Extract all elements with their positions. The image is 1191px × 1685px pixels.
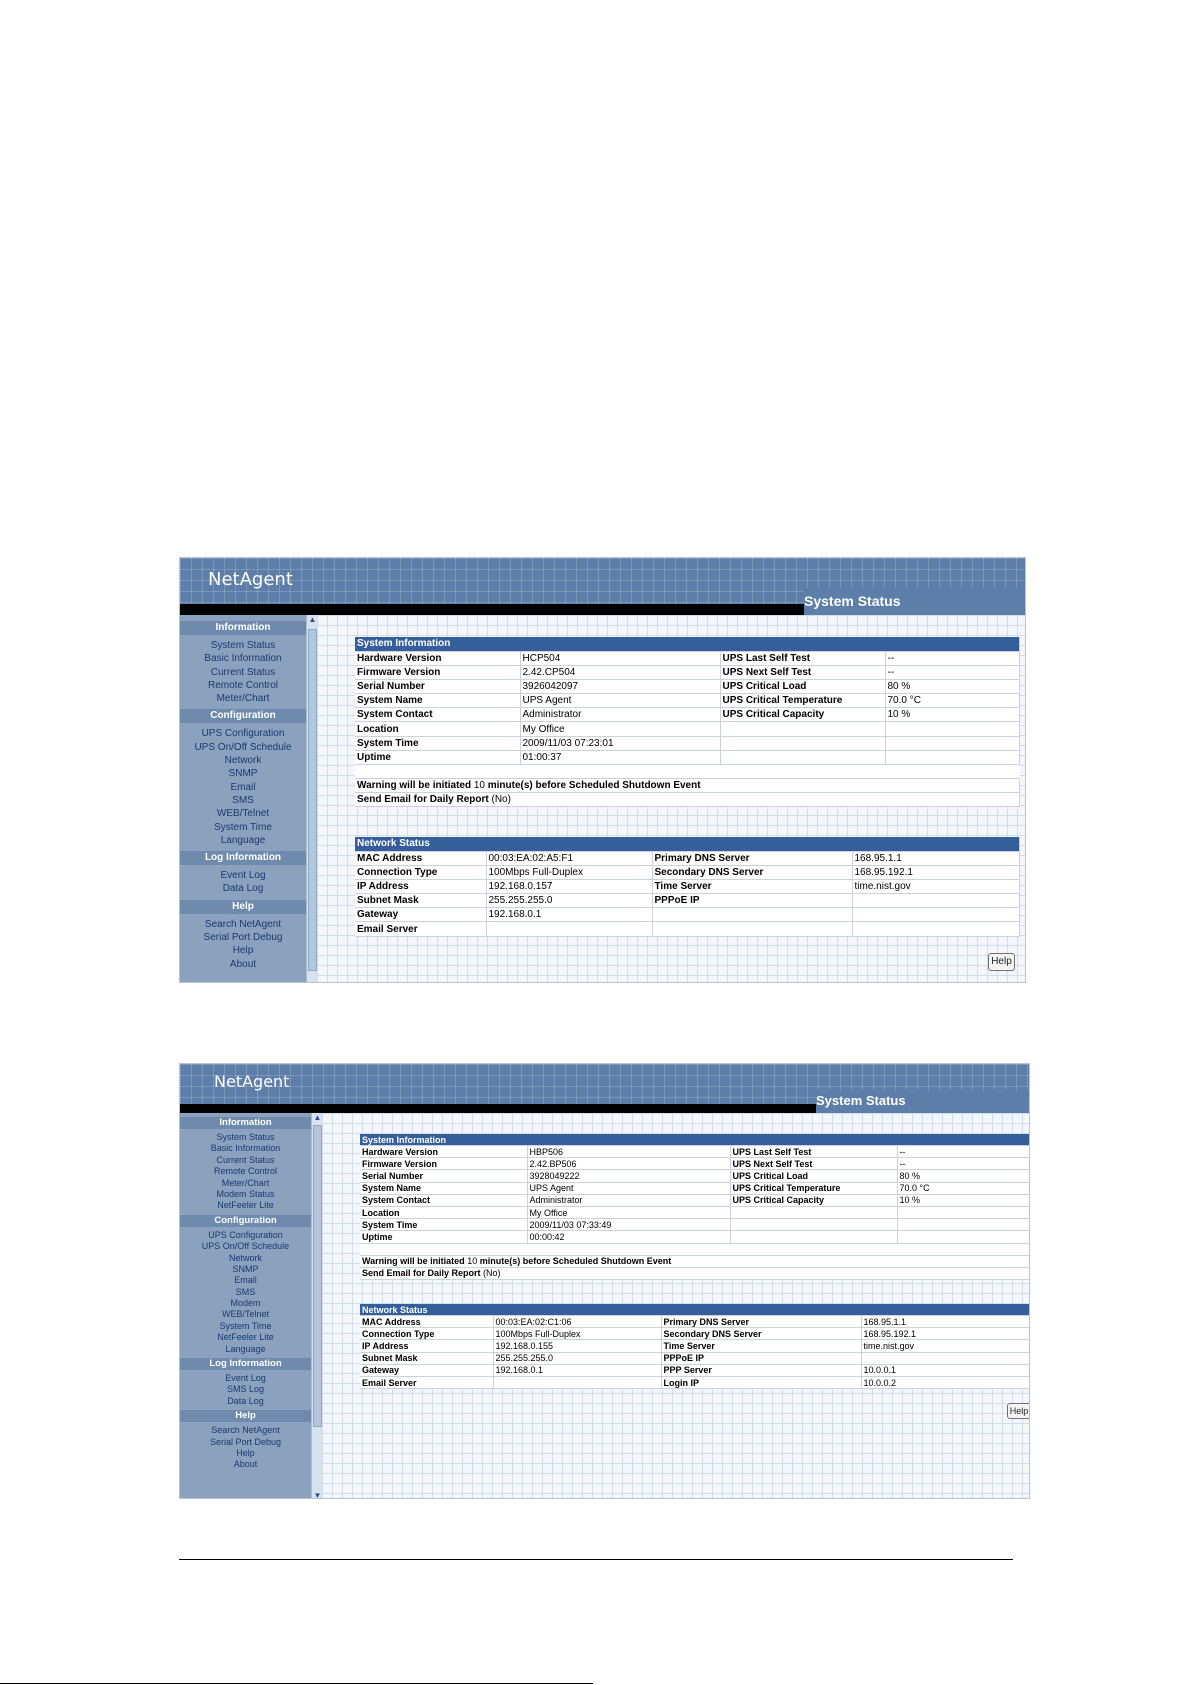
value-primary-dns: 168.95.1.1 bbox=[852, 851, 1019, 865]
value-system-name: UPS Agent bbox=[527, 1182, 730, 1194]
sidebar-item-sms-log[interactable]: SMS Log bbox=[226, 1384, 265, 1395]
empty-cell bbox=[720, 722, 885, 736]
label-time-server: Time Server bbox=[661, 1340, 861, 1352]
system-info-table bbox=[360, 1134, 1030, 1280]
label-email-server: Email Server bbox=[360, 1376, 493, 1388]
sidebar-item-current-status[interactable]: Current Status bbox=[210, 666, 276, 678]
empty-cell bbox=[720, 750, 885, 764]
scrollbar-thumb[interactable] bbox=[313, 1125, 322, 1427]
empty-cell bbox=[885, 722, 1019, 736]
sidebar-item-serial-port-debug[interactable]: Serial Port Debug bbox=[209, 1436, 282, 1447]
label-ups-last-self-test: UPS Last Self Test bbox=[730, 1146, 897, 1158]
sidebar-item-email[interactable]: Email bbox=[234, 1275, 257, 1286]
scroll-up-arrow-icon[interactable]: ▲ bbox=[308, 615, 317, 624]
value-subnet-mask: 255.255.255.0 bbox=[486, 894, 652, 908]
daily-report-value: (No) bbox=[483, 1268, 501, 1279]
sidebar-item-network[interactable]: Network bbox=[228, 1252, 262, 1263]
sidebar-item-netfeeler-lite-config[interactable]: NetFeeler Lite bbox=[217, 1332, 274, 1343]
label-ups-critical-capacity: UPS Critical Capacity bbox=[720, 708, 885, 722]
sidebar-item-netfeeler-lite[interactable]: NetFeeler Lite bbox=[217, 1200, 274, 1211]
value-ups-critical-temperature: 70.0 °C bbox=[885, 694, 1019, 708]
label-login-ip: Login IP bbox=[661, 1376, 861, 1388]
sidebar-item-system-time[interactable]: System Time bbox=[219, 1320, 272, 1331]
label-primary-dns: Primary DNS Server bbox=[661, 1316, 861, 1328]
sidebar-heading-configuration: Configuration bbox=[180, 1215, 311, 1227]
value-subnet-mask: 255.255.255.0 bbox=[493, 1352, 661, 1364]
warning-minutes: 10 bbox=[473, 780, 485, 792]
value-firmware-version: 2.42.BP506 bbox=[527, 1158, 730, 1170]
value-connection-type: 100Mbps Full-Duplex bbox=[486, 865, 652, 879]
label-connection-type: Connection Type bbox=[360, 1328, 493, 1340]
empty-cell bbox=[730, 1231, 897, 1243]
sidebar-item-data-log[interactable]: Data Log bbox=[227, 1395, 264, 1406]
sidebar-item-snmp[interactable]: SNMP bbox=[228, 768, 258, 780]
label-serial-number: Serial Number bbox=[360, 1170, 527, 1182]
label-ups-critical-capacity: UPS Critical Capacity bbox=[730, 1194, 897, 1206]
sidebar-item-snmp[interactable]: SNMP bbox=[232, 1263, 259, 1274]
empty-cell bbox=[852, 908, 1019, 922]
value-firmware-version: 2.42.CP504 bbox=[520, 665, 720, 679]
shutdown-warning-line bbox=[355, 779, 1019, 793]
value-pppoe-ip bbox=[852, 894, 1019, 908]
value-time-server: time.nist.gov bbox=[852, 879, 1019, 893]
warning-prefix: Warning will be initiated bbox=[362, 1256, 465, 1267]
label-time-server: Time Server bbox=[652, 879, 852, 893]
sidebar-item-sms[interactable]: SMS bbox=[235, 1286, 256, 1297]
sidebar-item-remote-control[interactable]: Remote Control bbox=[207, 679, 279, 691]
help-button[interactable]: Help bbox=[988, 953, 1015, 971]
sidebar-item-ups-on-off-schedule[interactable]: UPS On/Off Schedule bbox=[194, 741, 292, 753]
label-serial-number: Serial Number bbox=[355, 679, 520, 693]
network-status-caption: Network Status bbox=[360, 1304, 1030, 1316]
value-ups-critical-load: 80 % bbox=[885, 679, 1019, 693]
daily-report-label: Send Email for Daily Report bbox=[362, 1268, 481, 1279]
sidebar-item-system-status[interactable]: System Status bbox=[216, 1132, 275, 1142]
value-serial-number: 3926042097 bbox=[520, 679, 720, 693]
network-status-table bbox=[355, 837, 1020, 937]
label-ups-next-self-test: UPS Next Self Test bbox=[720, 665, 885, 679]
value-ip-address: 192.168.0.157 bbox=[486, 879, 652, 893]
system-info-caption: System Information bbox=[355, 637, 1019, 651]
warning-suffix: minute(s) before Scheduled Shutdown Event bbox=[487, 780, 701, 792]
sidebar-item-about[interactable]: About bbox=[229, 958, 257, 970]
header-banner bbox=[180, 558, 1025, 615]
footer-rule bbox=[179, 1559, 1013, 1560]
value-mac-address: 00:03:EA:02:A5:F1 bbox=[486, 851, 652, 865]
sidebar-item-search-netagent[interactable]: Search NetAgent bbox=[211, 1425, 280, 1436]
sidebar-heading-log-information: Log Information bbox=[180, 851, 306, 865]
sidebar-item-sms[interactable]: SMS bbox=[232, 794, 254, 806]
netagent-logo: NetAgent bbox=[208, 569, 293, 590]
sidebar-item-ups-configuration[interactable]: UPS Configuration bbox=[201, 728, 285, 740]
label-ip-address: IP Address bbox=[355, 879, 486, 893]
warning-suffix: minute(s) before Scheduled Shutdown Event bbox=[479, 1256, 672, 1267]
sidebar-item-email[interactable]: Email bbox=[230, 781, 256, 793]
label-pppoe-ip: PPPoE IP bbox=[652, 894, 852, 908]
empty-cell bbox=[897, 1206, 1030, 1218]
sidebar-item-language[interactable]: Language bbox=[220, 834, 266, 846]
sidebar-item-search-netagent[interactable]: Search NetAgent bbox=[204, 918, 282, 930]
sidebar-item-system-status[interactable]: System Status bbox=[210, 640, 276, 651]
value-system-contact: Administrator bbox=[527, 1194, 730, 1206]
sidebar-item-network[interactable]: Network bbox=[224, 755, 262, 767]
value-time-server: time.nist.gov bbox=[861, 1340, 1030, 1352]
label-pppoe-ip: PPPoE IP bbox=[661, 1352, 861, 1364]
sidebar-heading-information: Information bbox=[180, 1117, 311, 1129]
label-gateway: Gateway bbox=[355, 908, 486, 922]
value-ups-critical-temperature: 70.0 °C bbox=[897, 1182, 1030, 1194]
sidebar-item-modem[interactable]: Modem bbox=[230, 1298, 261, 1309]
value-secondary-dns: 168.95.192.1 bbox=[861, 1328, 1030, 1340]
label-system-contact: System Contact bbox=[360, 1194, 527, 1206]
label-connection-type: Connection Type bbox=[355, 865, 486, 879]
value-location: My Office bbox=[520, 722, 720, 736]
empty-cell bbox=[720, 736, 885, 750]
spacer-row bbox=[355, 765, 1019, 779]
label-ups-critical-load: UPS Critical Load bbox=[730, 1170, 897, 1182]
spacer-row bbox=[360, 1243, 1030, 1255]
value-ups-critical-capacity: 10 % bbox=[897, 1194, 1030, 1206]
sidebar-item-help[interactable]: Help bbox=[232, 945, 254, 957]
empty-cell bbox=[852, 922, 1019, 936]
scrollbar-thumb[interactable] bbox=[308, 629, 317, 971]
value-ups-next-self-test: -- bbox=[897, 1158, 1030, 1170]
value-uptime: 01:00:37 bbox=[520, 750, 720, 764]
value-hardware-version: HBP506 bbox=[527, 1146, 730, 1158]
network-status-table bbox=[360, 1304, 1030, 1389]
value-ups-critical-load: 80 % bbox=[897, 1170, 1030, 1182]
scroll-up-arrow-icon[interactable]: ▲ bbox=[313, 1113, 322, 1122]
sidebar-item-event-log[interactable]: Event Log bbox=[225, 1373, 266, 1384]
sidebar-item-ups-on-off-schedule[interactable]: UPS On/Off Schedule bbox=[201, 1241, 290, 1252]
label-gateway: Gateway bbox=[360, 1364, 493, 1376]
empty-cell bbox=[730, 1219, 897, 1231]
value-ip-address: 192.168.0.155 bbox=[493, 1340, 661, 1352]
value-mac-address: 00:03:EA:02:C1:06 bbox=[493, 1316, 661, 1328]
label-firmware-version: Firmware Version bbox=[360, 1158, 527, 1170]
empty-cell bbox=[897, 1231, 1030, 1243]
page-title: System Status bbox=[804, 593, 901, 609]
value-ups-last-self-test: -- bbox=[885, 651, 1019, 665]
sidebar-item-meter-chart[interactable]: Meter/Chart bbox=[216, 693, 270, 705]
label-uptime: Uptime bbox=[355, 750, 520, 764]
screenshot-2 bbox=[179, 1063, 1030, 1499]
netagent-logo: NetAgent bbox=[214, 1072, 290, 1091]
sidebar-item-basic-information[interactable]: Basic Information bbox=[204, 653, 282, 665]
main-content bbox=[322, 1113, 1030, 1499]
value-serial-number: 3928049222 bbox=[527, 1170, 730, 1182]
label-system-time: System Time bbox=[360, 1219, 527, 1231]
value-connection-type: 100Mbps Full-Duplex bbox=[493, 1328, 661, 1340]
value-email-server bbox=[493, 1376, 661, 1388]
value-ups-last-self-test: -- bbox=[897, 1146, 1030, 1158]
label-mac-address: MAC Address bbox=[360, 1316, 493, 1328]
value-ppp-server: 10.0.0.1 bbox=[861, 1364, 1030, 1376]
label-hardware-version: Hardware Version bbox=[355, 651, 520, 665]
sidebar-item-remote-control[interactable]: Remote Control bbox=[213, 1166, 278, 1177]
scroll-down-arrow-icon[interactable]: ▼ bbox=[313, 1491, 322, 1499]
empty-cell bbox=[885, 750, 1019, 764]
shutdown-warning-line bbox=[360, 1255, 1030, 1267]
daily-report-label: Send Email for Daily Report bbox=[357, 794, 489, 806]
sidebar-heading-information: Information bbox=[180, 621, 306, 635]
value-system-time: 2009/11/03 07:33:49 bbox=[527, 1219, 730, 1231]
sidebar-item-modem-status[interactable]: Modem Status bbox=[216, 1188, 275, 1199]
sidebar-item-about[interactable]: About bbox=[233, 1459, 258, 1470]
label-ppp-server: PPP Server bbox=[661, 1364, 861, 1376]
value-uptime: 00:00:42 bbox=[527, 1231, 730, 1243]
label-ups-critical-temperature: UPS Critical Temperature bbox=[730, 1182, 897, 1194]
sidebar-heading-help: Help bbox=[180, 900, 306, 914]
sidebar-item-meter-chart[interactable]: Meter/Chart bbox=[221, 1177, 270, 1188]
label-system-name: System Name bbox=[355, 694, 520, 708]
value-system-time: 2009/11/03 07:23:01 bbox=[520, 736, 720, 750]
value-email-server bbox=[486, 922, 652, 936]
sidebar-item-help[interactable]: Help bbox=[236, 1447, 255, 1458]
label-subnet-mask: Subnet Mask bbox=[355, 894, 486, 908]
daily-report-line bbox=[355, 793, 1019, 807]
label-mac-address: MAC Address bbox=[355, 851, 486, 865]
sidebar-item-system-time[interactable]: System Time bbox=[214, 821, 272, 833]
value-login-ip: 10.0.0.2 bbox=[861, 1376, 1030, 1388]
value-gateway: 192.168.0.1 bbox=[493, 1364, 661, 1376]
sidebar bbox=[180, 1113, 311, 1499]
value-primary-dns: 168.95.1.1 bbox=[861, 1316, 1030, 1328]
sidebar-item-current-status[interactable]: Current Status bbox=[216, 1154, 275, 1165]
empty-cell bbox=[652, 922, 852, 936]
sidebar-item-basic-information[interactable]: Basic Information bbox=[210, 1143, 281, 1154]
label-firmware-version: Firmware Version bbox=[355, 665, 520, 679]
label-subnet-mask: Subnet Mask bbox=[360, 1352, 493, 1364]
value-secondary-dns: 168.95.192.1 bbox=[852, 865, 1019, 879]
value-system-name: UPS Agent bbox=[520, 694, 720, 708]
label-secondary-dns: Secondary DNS Server bbox=[661, 1328, 861, 1340]
value-system-contact: Administrator bbox=[520, 708, 720, 722]
sidebar-item-event-log[interactable]: Event Log bbox=[220, 870, 266, 882]
system-info-caption: System Information bbox=[360, 1134, 1030, 1146]
label-location: Location bbox=[360, 1206, 527, 1218]
label-ip-address: IP Address bbox=[360, 1340, 493, 1352]
label-secondary-dns: Secondary DNS Server bbox=[652, 865, 852, 879]
label-ups-next-self-test: UPS Next Self Test bbox=[730, 1158, 897, 1170]
header-banner bbox=[180, 1064, 1029, 1113]
empty-cell bbox=[730, 1206, 897, 1218]
screenshot-1 bbox=[179, 557, 1026, 983]
sidebar-heading-help: Help bbox=[180, 1410, 311, 1422]
value-pppoe-ip bbox=[861, 1352, 1030, 1364]
empty-cell bbox=[652, 908, 852, 922]
sidebar-item-data-log[interactable]: Data Log bbox=[222, 883, 264, 895]
sidebar bbox=[180, 615, 306, 983]
warning-prefix: Warning will be initiated bbox=[357, 780, 472, 792]
value-gateway: 192.168.0.1 bbox=[486, 908, 652, 922]
network-status-caption: Network Status bbox=[355, 837, 1019, 851]
empty-cell bbox=[897, 1219, 1030, 1231]
value-location: My Office bbox=[527, 1206, 730, 1218]
sidebar-item-language[interactable]: Language bbox=[225, 1343, 266, 1354]
label-system-contact: System Contact bbox=[355, 708, 520, 722]
value-ups-critical-capacity: 10 % bbox=[885, 708, 1019, 722]
value-hardware-version: HCP504 bbox=[520, 651, 720, 665]
label-ups-critical-load: UPS Critical Load bbox=[720, 679, 885, 693]
label-system-name: System Name bbox=[360, 1182, 527, 1194]
value-ups-next-self-test: -- bbox=[885, 665, 1019, 679]
label-email-server: Email Server bbox=[355, 922, 486, 936]
sidebar-item-ups-configuration[interactable]: UPS Configuration bbox=[208, 1229, 283, 1240]
label-ups-last-self-test: UPS Last Self Test bbox=[720, 651, 885, 665]
sidebar-heading-log-information: Log Information bbox=[180, 1358, 311, 1370]
sidebar-heading-configuration: Configuration bbox=[180, 709, 306, 723]
daily-report-line bbox=[360, 1267, 1030, 1279]
label-hardware-version: Hardware Version bbox=[360, 1146, 527, 1158]
sidebar-item-web-telnet[interactable]: WEB/Telnet bbox=[221, 1309, 270, 1320]
main-content bbox=[317, 615, 1026, 983]
page-title: System Status bbox=[816, 1093, 906, 1108]
sidebar-item-serial-port-debug[interactable]: Serial Port Debug bbox=[203, 932, 283, 944]
label-uptime: Uptime bbox=[360, 1231, 527, 1243]
help-button[interactable]: Help bbox=[1007, 1403, 1030, 1419]
label-system-time: System Time bbox=[355, 736, 520, 750]
bottom-edge-rule bbox=[0, 1683, 593, 1684]
warning-minutes: 10 bbox=[467, 1256, 478, 1267]
daily-report-value: (No) bbox=[491, 794, 511, 806]
empty-cell bbox=[885, 736, 1019, 750]
label-location: Location bbox=[355, 722, 520, 736]
sidebar-item-web-telnet[interactable]: WEB/Telnet bbox=[216, 808, 270, 820]
label-ups-critical-temperature: UPS Critical Temperature bbox=[720, 694, 885, 708]
label-primary-dns: Primary DNS Server bbox=[652, 851, 852, 865]
system-info-table bbox=[355, 637, 1020, 807]
